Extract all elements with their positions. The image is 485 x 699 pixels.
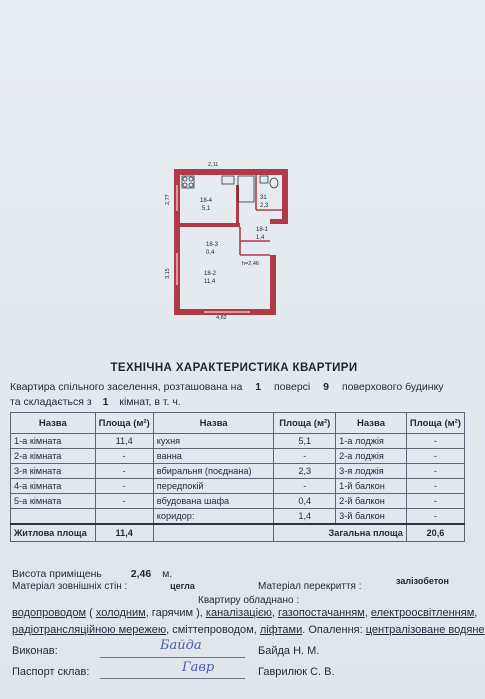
- performer-label: Виконав:: [12, 645, 58, 657]
- floors-material-line: [258, 581, 362, 592]
- table-row: [11, 464, 465, 479]
- table-cell: передпокій: [153, 479, 274, 494]
- height-value: 2,46: [130, 568, 152, 580]
- room-id: 18-2: [204, 271, 217, 277]
- column-header: Назва: [153, 413, 274, 434]
- checker-signature: Гавр: [182, 660, 215, 675]
- table-row: [11, 494, 465, 509]
- column-header: Назва: [11, 413, 96, 434]
- table-cell: 3-я лоджія: [336, 464, 407, 479]
- equipped-label: Квартиру обладнано :: [198, 595, 300, 606]
- equipment-fragment: каналізацією: [205, 607, 272, 619]
- living-area-label: Житлова площа: [11, 524, 96, 542]
- table-cell: -: [406, 434, 464, 449]
- table-cell: кухня: [153, 434, 274, 449]
- column-header: Площа (м²): [95, 413, 153, 434]
- equipment-fragment: ,: [364, 607, 371, 619]
- intro-line-2: [10, 396, 181, 408]
- dim-top: 2,11: [208, 162, 219, 168]
- performer-signature: Байда: [160, 638, 202, 653]
- table-cell: 3-я кімната: [11, 464, 96, 479]
- characteristics-table: [10, 412, 465, 542]
- intro-text: поверсі: [274, 381, 311, 393]
- equipment-fragment: електроосвітленням: [370, 607, 475, 619]
- rooms-count: 1: [102, 396, 109, 408]
- checker-sign-line: [100, 678, 245, 679]
- table-cell: 1-а кімната: [11, 434, 96, 449]
- floors-total: 9: [323, 381, 330, 393]
- room-area: 5,1: [202, 206, 211, 212]
- table-cell: -: [95, 479, 153, 494]
- table-cell: 1-а лоджія: [336, 434, 407, 449]
- table-row: [11, 479, 465, 494]
- room-area: 0,4: [206, 250, 215, 256]
- table-cell: 3-й балкон: [336, 509, 407, 525]
- equipment-fragment: . Опалення:: [302, 624, 366, 636]
- intro-text: та складається з: [10, 396, 92, 408]
- table-row: [11, 434, 465, 449]
- table-cell: -: [274, 449, 336, 464]
- table-cell: 5-а кімната: [11, 494, 96, 509]
- equipment-fragment: ,: [474, 607, 478, 619]
- table-cell: [11, 509, 96, 525]
- floors-material-value: залізобетон: [396, 576, 449, 586]
- floor-plan: [160, 155, 300, 320]
- dim-left-top: 2,77: [165, 194, 171, 205]
- table-cell: [95, 509, 153, 525]
- table-cell: -: [95, 494, 153, 509]
- table-cell: -: [95, 449, 153, 464]
- walls-line: [12, 581, 195, 592]
- checker-label: Паспорт склав:: [12, 666, 90, 678]
- table-cell: 2-а лоджія: [336, 449, 407, 464]
- intro-text: Квартира спільного заселення, розташована на: [10, 381, 243, 393]
- room-area: 1,4: [256, 235, 265, 241]
- table-cell: 1,4: [274, 509, 336, 525]
- walls-label: Матеріал зовнішніх стін :: [12, 581, 128, 592]
- table-cell: 2-й балкон: [336, 494, 407, 509]
- floors-material-label: Матеріал перекриття :: [258, 581, 362, 592]
- table-cell: 0,4: [274, 494, 336, 509]
- equipment-fragment: централізоване водяне: [365, 624, 485, 636]
- room-area: 2,3: [260, 203, 269, 209]
- table-cell: вбиральня (поєднана): [153, 464, 274, 479]
- table-cell: -: [406, 479, 464, 494]
- table-cell: 2,3: [274, 464, 336, 479]
- walls-value: цегла: [170, 581, 195, 591]
- height-line: [12, 568, 172, 580]
- height-unit: м.: [162, 568, 173, 580]
- equipment-fragment: водопроводом: [12, 607, 87, 619]
- table-row: [11, 449, 465, 464]
- equipment-fragment: , гарячим ),: [145, 607, 206, 619]
- document-title: ТЕХНІЧНА ХАРАКТЕРИСТИКА КВАРТИРИ: [110, 362, 358, 374]
- column-header: Площа (м²): [274, 413, 336, 434]
- table-cell: 4-а кімната: [11, 479, 96, 494]
- checker-name: Гаврилюк С. В.: [258, 666, 335, 678]
- dim-left-bottom: 3,15: [165, 268, 171, 279]
- table-cell: 5,1: [274, 434, 336, 449]
- equipment-line-2: [12, 624, 485, 636]
- room-id: 18-1: [256, 227, 269, 233]
- equipment-line-1: [12, 607, 477, 619]
- table-cell: -: [95, 464, 153, 479]
- ceiling-height: h=2,46: [242, 261, 259, 267]
- column-header: Назва: [336, 413, 407, 434]
- total-area-label: Загальна площа: [274, 524, 406, 542]
- equipment-fragment: ліфтами: [259, 624, 303, 636]
- table-header-row: [11, 413, 465, 434]
- intro-text: кімнат, в т. ч.: [119, 396, 181, 408]
- dim-bottom: 4,82: [216, 315, 227, 321]
- table-row: [11, 509, 465, 525]
- living-area-value: 11,4: [95, 524, 153, 542]
- floor-number: 1: [255, 381, 262, 393]
- intro-line-1: [10, 381, 444, 393]
- equipment-fragment: ,: [271, 607, 279, 619]
- equipment-fragment: холодним: [95, 607, 146, 619]
- table-cell: вбудована шафа: [153, 494, 274, 509]
- performer-name: Байда Н. М.: [258, 645, 320, 657]
- room-id: 18-3: [206, 242, 219, 248]
- height-label: Висота приміщень: [12, 568, 102, 580]
- equipment-fragment: , сміттепроводом,: [166, 624, 260, 636]
- table-cell: 1-й балкон: [336, 479, 407, 494]
- room-area: 11,4: [204, 279, 216, 285]
- performer-sign-line: [100, 657, 245, 658]
- table-cell: 2-а кімната: [11, 449, 96, 464]
- equipment-fragment: (: [86, 607, 96, 619]
- table-cell: коридор:: [153, 509, 274, 525]
- column-header: Площа (м²): [406, 413, 464, 434]
- equipment-fragment: радіотрансляційною мережею: [12, 624, 167, 636]
- room-id: 18-4: [200, 198, 213, 204]
- room-id: 31: [260, 195, 267, 201]
- table-cell: 11,4: [95, 434, 153, 449]
- equipment-fragment: газопостачанням: [278, 607, 365, 619]
- intro-text: поверхового будинку: [341, 381, 444, 393]
- table-cell: -: [274, 479, 336, 494]
- table-cell: -: [406, 464, 464, 479]
- floor-plan-drawing: [160, 155, 300, 320]
- table-cell: -: [406, 449, 464, 464]
- total-area-value: 20,6: [406, 524, 464, 542]
- table-cell: -: [406, 494, 464, 509]
- table-cell: ванна: [153, 449, 274, 464]
- table-cell: -: [406, 509, 464, 525]
- table-cell: [153, 524, 274, 542]
- totals-row: [11, 524, 465, 542]
